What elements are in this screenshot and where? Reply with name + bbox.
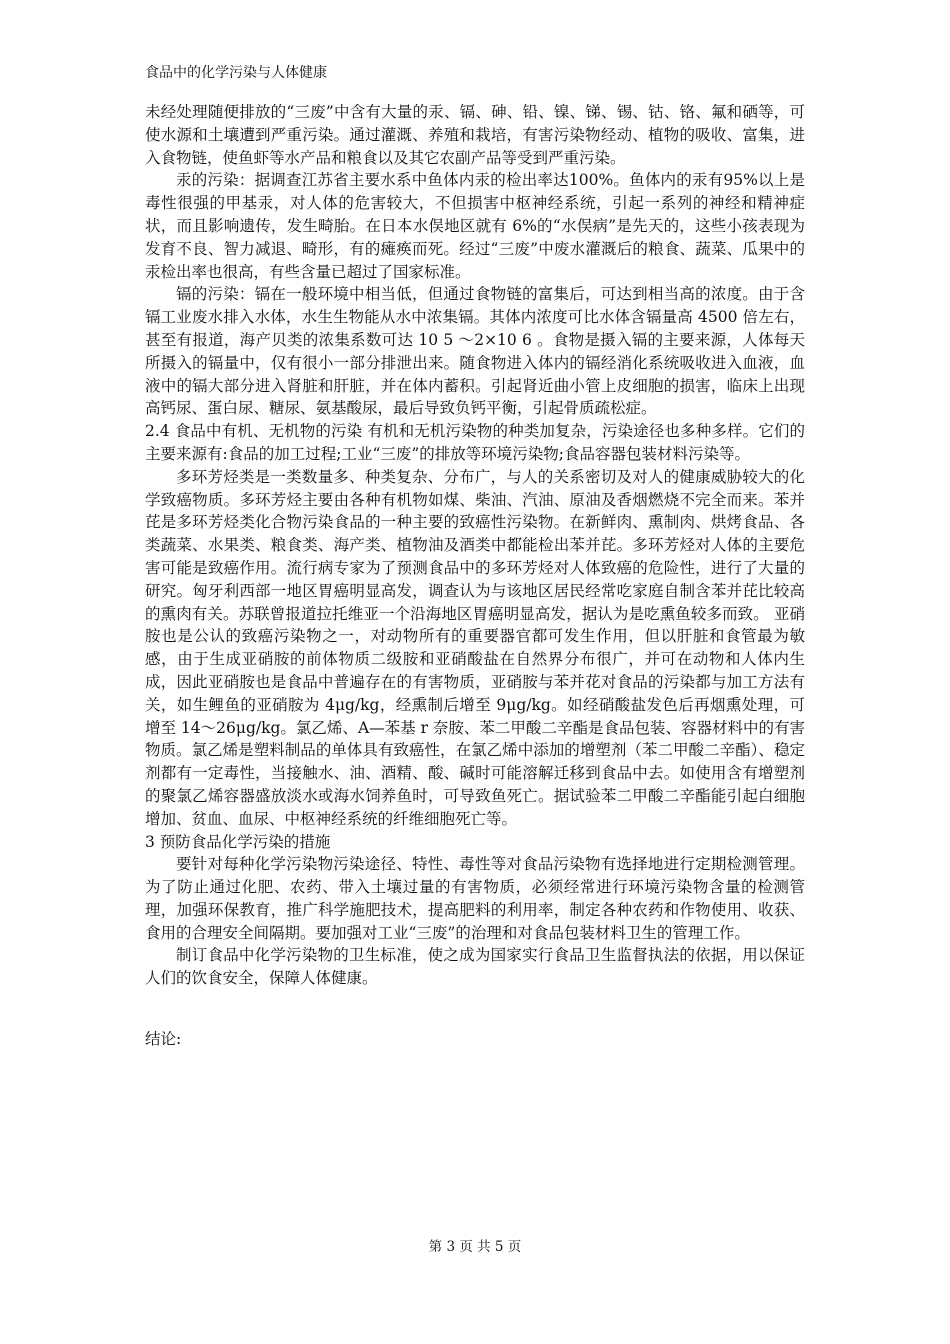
paragraph-cadmium: 镉的污染：镉在一般环境中相当低，但通过食物链的富集后，可达到相当高的浓度。由于含镉工业废水排入水体，水生生物能从水中浓集镉。其体内浓度可比水体含镉量高 4500 倍左右，甚至有报道，海产贝类的浓集系数可达 10 5 ～2×10 6 。食物是摄入镉的主要来源，人体每天所摄入的镉量中，仅有很小一部分排泄出来。随食物进入体内的镉经消化系统吸收进入血液，血液中的镉大部分进入肾脏和肝脏，并在体内蓄积。引起肾近曲小管上皮细胞的损害，临床上出现高钙尿、蛋白尿、糖尿、氨基酸尿，最后导致负钙平衡，引起骨质疏松症。 <box>145 285 805 418</box>
paragraph-section-2-4: 2.4 食品中有机、无机物的污染 有机和无机污染物的种类加复杂，污染途径也多种多样。它们的主要来源有:食品的加工过程;工业“三废”的排放等环境污染物;食品容器包装材料污染等。 <box>145 422 805 463</box>
paragraph-pollution-intro: 未经处理随便排放的“三废”中含有大量的汞、镉、砷、铅、镍、锑、锡、钴、铬、氟和硒等，可使水源和土壤遭到严重污染。通过灌溉、养殖和栽培，有害污染物经动、植物的吸收、富集，进入食物链，使鱼虾等水产品和粮食以及其它农副产品等受到严重污染。 <box>145 103 805 167</box>
body-text <box>145 101 805 1051</box>
paragraph-monitoring: 要针对每种化学污染物污染途径、特性、毒性等对食品污染物有选择地进行定期检测管理。为了防止通过化肥、农药、带入土壤过量的有害物质，必须经常进行环境污染物含量的检测管理，加强环保教育，推广科学施肥技术，提高肥料的利用率，制定各种农药和作物使用、收获、食用的合理安全间隔期。要加强对工业“三废”的治理和对食品包装材料卫生的管理工作。 <box>145 855 805 942</box>
page-number-footer: 第 3 页 共 5 页 <box>428 1239 522 1255</box>
paragraph-standards: 制订食品中化学污染物的卫生标准，使之成为国家实行食品卫生监督执法的依据，用以保证人们的饮食安全，保障人体健康。 <box>145 946 805 988</box>
running-header: 食品中的化学污染与人体健康 <box>145 65 327 81</box>
paragraph-pah-nitrosamine: 多环芳烃类是一类数量多、种类复杂、分布广，与人的关系密切及对人的健康威胁较大的化学致癌物质。多环芳烃主要由各种有机物如煤、柴油、汽油、原油及香烟燃烧不完全而来。苯并芘是多环芳烃类化合物污染食品的一种主要的致癌性污染物。在新鲜肉、熏制肉、烘烤食品、各类蔬菜、水果类、粮食类、海产类、植物油及酒类中都能检出苯并芘。多环芳烃对人体的主要危害可能是致癌作用。流行病专家为了预测食品中的多环芳烃对人体致癌的危险性，进行了大量的研究。匈牙利西部一地区胃癌明显高发，调查认为与该地区居民经常吃家庭自制含苯并芘比较高的熏肉有关。苏联曾报道拉托维亚一个沿海地区胃癌明显高发，据认为是吃熏鱼较多而致。 亚硝胺也是公认的致癌污染物之一，对动物所有的重要器官都可发生作用，但以肝脏和食管最为敏感，由于生成亚硝胺的前体物质二级胺和亚硝酸盐在自然界分布很广，并可在动物和人体内生成，因此亚硝胺也是食品中普遍存在的有害物质，亚硝胺与苯并花对食品的污染都与加工方法有关，如生鲤鱼的亚硝胺为 4μg/kg，经熏制后增至 9μg/kg。如经硝酸盐发色后再烟熏处理，可增至 14～26μg/kg。氯乙烯、A—苯基 r 奈胺、苯二甲酸二辛酯是食品包装、容器材料中的有害物质。氯乙烯是塑料制品的单体具有致癌性，在氯乙烯中添加的增塑剂（苯二甲酸二辛酯）、稳定剂都有一定毒性，当接触水、油、酒精、酸、碱时可能溶解迁移到食品中去。如使用含有增塑剂的聚氯乙烯容器盛放淡水或海水饲养鱼时，可导致鱼死亡。据试验苯二甲酸二辛酯能引起白细胞增加、贫血、血尿、中枢神经系统的纤维细胞死亡等。 <box>145 467 805 828</box>
conclusion-label: 结论: <box>145 1030 182 1049</box>
section-heading-3: 3 预防食品化学污染的措施 <box>145 832 331 851</box>
spacer <box>145 990 805 1028</box>
paragraph-mercury: 汞的污染：据调查江苏省主要水系中鱼体内汞的检出率达100%。鱼体内的汞有95%以上是毒性很强的甲基汞，对人体的危害较大，不但损害中枢神经系统，引起一系列的神经和精神症状，而且影响遗传，发生畸胎。在日本水俣地区就有 6%的“水俣病”是先天的，这些小孩表现为发育不良、智力减退、畸形，有的瘫痪而死。经过“三废”中废水灌溉后的粮食、蔬菜、瓜果中的汞检出率也很高，有些含量已超过了国家标准。 <box>145 171 805 281</box>
